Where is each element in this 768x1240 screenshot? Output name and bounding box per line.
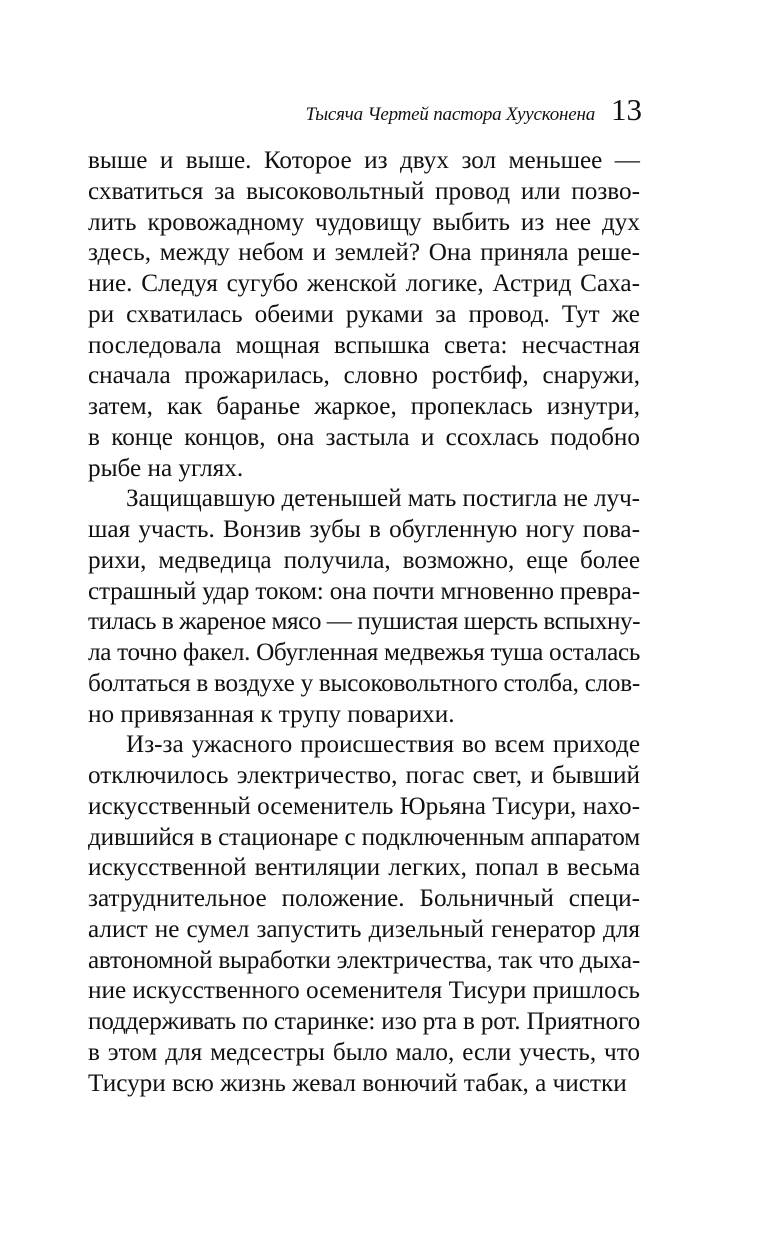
- text-line: ние искусственного осеменителя Тисури пришлось: [88, 977, 640, 1005]
- text-line: отключилось электричество, погас свет, и бывший: [88, 762, 640, 789]
- text-line: рихи, медведица получила, возможно, еще более: [88, 546, 640, 574]
- text-line: шая участь. Вонзив зубы в обугленную ногу пова-: [88, 516, 640, 543]
- text-line: последовала мощная вспышка света: несчастная: [88, 331, 640, 359]
- text-line: лить кровожадному чудовищу выбить из нее дух: [88, 208, 640, 236]
- text-line: искусственный осеменитель Юрьяна Тисури, нахо-: [88, 792, 640, 820]
- running-title: Тысяча Чертей пастора Хуусконена: [305, 104, 595, 125]
- text-line: сначала прожарилась, словно ростбиф, снаружи,: [88, 362, 640, 390]
- text-line: искусственной вентиляции легких, попал в весьма: [88, 854, 640, 882]
- text-line: Тисури всю жизнь жевал вонючий табак, а чистки: [88, 1069, 627, 1097]
- paragraph: [88, 484, 640, 730]
- text-line: Из-за ужасного происшествия во всем приходе: [126, 731, 640, 759]
- text-line: ла точно факел. Обугленная медвежья туша осталась: [88, 639, 640, 666]
- text-line: здесь, между небом и землей? Она приняла реше-: [88, 239, 640, 267]
- text-line: дившийся в стационаре с подключенным аппаратом: [88, 823, 640, 851]
- text-line: тилась в жареное мясо — пушистая шерсть вспыхну-: [88, 608, 640, 636]
- text-line: алист не сумел запустить дизельный генератор для: [88, 915, 640, 943]
- text-line: рыбе на углях.: [88, 454, 244, 482]
- text-line: в конце концов, она застыла и ссохлась подобно: [88, 423, 640, 451]
- text-line: но привязанная к трупу поварихи.: [88, 700, 455, 728]
- paragraph: [88, 146, 640, 484]
- text-line: в этом для медсестры было мало, если учесть, что: [88, 1038, 640, 1066]
- text-line: болтаться в воздухе у высоковольтного столба, слов-: [88, 669, 640, 697]
- text-line: автономной выработки электричества, так что дыха-: [88, 946, 641, 974]
- text-line: Защищавшую детенышей мать постигла не луч-: [126, 485, 640, 513]
- text-line: страшный удар током: она почти мгновенно превра-: [88, 577, 640, 605]
- text-line: ри схватилась обеими руками за провод. Тут же: [88, 300, 640, 328]
- text-line: затруднительное положение. Больничный специ-: [88, 885, 640, 912]
- running-header: [122, 92, 642, 132]
- text-line: ние. Следуя сугубо женской логике, Астрид Саха-: [88, 270, 640, 297]
- text-line: затем, как баранье жаркое, пропеклась изнутри,: [88, 393, 640, 420]
- page-number: 13: [611, 92, 642, 127]
- body-text: [88, 146, 640, 1099]
- text-line: поддерживать по старинке: изо рта в рот. Приятного: [88, 1008, 640, 1035]
- text-line: выше и выше. Которое из двух зол меньшее —: [88, 147, 640, 174]
- paragraph: [88, 730, 640, 1099]
- text-line: схватиться за высоковольтный провод или позво-: [88, 177, 640, 205]
